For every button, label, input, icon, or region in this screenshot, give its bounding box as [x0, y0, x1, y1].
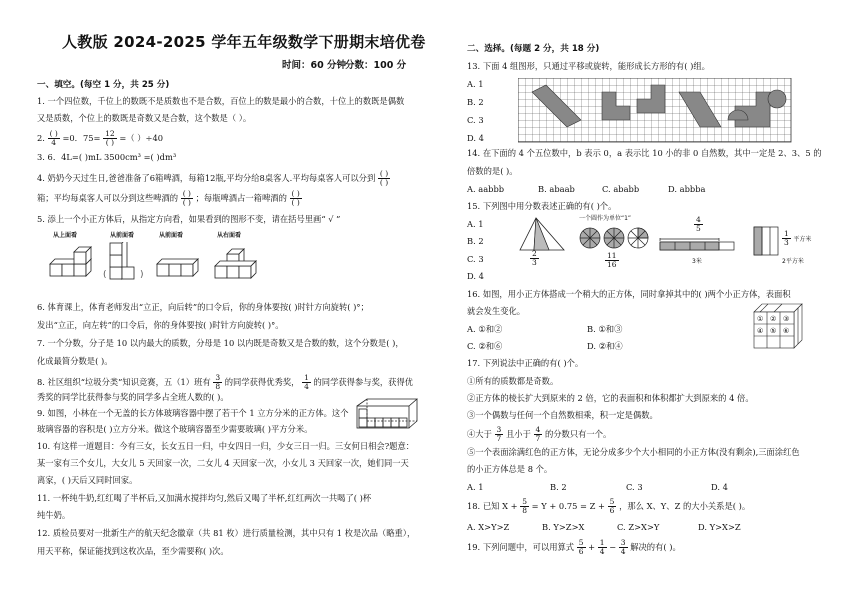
q16-option-d: D. ②和④	[587, 341, 623, 351]
q4-frac3: $\frac{( )}{( )}$	[291, 189, 300, 207]
q15-option-a: A. 1	[467, 219, 484, 229]
view-label-1: 从上面看	[53, 232, 78, 239]
q18-option-a: A. X>Y>Z	[467, 522, 510, 532]
view-label-3: 从前面看	[159, 232, 184, 239]
q3: 3. 6．4L=( )mL 3500cm³ =( )dm³	[37, 152, 177, 162]
svg-text:): )	[140, 270, 144, 280]
q7-line2: 化成最简分数是( )。	[37, 356, 113, 366]
time-label: 时间：60 分钟	[282, 60, 347, 71]
q7-line1: 7. 一个分数，分子是 10 以内最大的质数，分母是 10 以内既是奇数又是合数的数，这个分数是( )，	[37, 338, 404, 348]
q17-item-4: ④大于 $\frac{3}{7}$ 且小于 $\frac{4}{7}$ 的分数只有一个。	[467, 425, 612, 443]
q15-frac3: $\frac{4}{5}$	[696, 215, 701, 233]
q2-frac1: $\frac{( )}{4}$	[49, 129, 58, 147]
q15-frac4: $\frac{1}{3}$ 平方米	[784, 229, 812, 247]
q13-option-a: A. 1	[467, 79, 484, 89]
q18: 18. 已知 X + $\frac{5}{8}$ = Y + 0.75 = Z + $\frac{5}{6}$ ，那么 X、Y、Z 的大小关系是( )。	[467, 497, 751, 515]
q15-circles-figure	[578, 226, 652, 252]
q15-triangle-figure	[518, 216, 566, 252]
q5-cube-figures	[45, 242, 295, 290]
q14-option-d: D. abbba	[668, 184, 706, 194]
q2-mid: =0．75=	[62, 133, 101, 143]
q2-post: =（ ）÷40	[119, 133, 164, 143]
q8-line2: 秀奖的同学比获得参与奖的同学多占全班人数的( )。	[37, 392, 229, 402]
view-label-2: 从前面看	[110, 232, 135, 239]
q16-label-6: ⑥	[783, 327, 790, 335]
q15-frac1: $\frac{2}{3}$	[532, 249, 537, 267]
q17-option-a: A. 1	[467, 482, 484, 492]
q6-line1: 6. 体育课上，体育老师发出“立正，向后转”的口令后，你的身体要按( )时针方向旋转( )°；	[37, 302, 369, 312]
q17-item-3: ③一个偶数与任何一个自然数相乘，积一定是偶数。	[467, 410, 658, 420]
q16-label-4: ④	[757, 327, 764, 335]
q17-option-c: C. 3	[626, 482, 643, 492]
q16-label-2: ②	[770, 315, 777, 323]
q15-option-c: C. 3	[467, 254, 484, 264]
q18-option-b: B. Y>Z>X	[542, 522, 585, 532]
q10-line3: 离家，( )天后又同时回家。	[37, 475, 138, 485]
q16-option-c: C. ②和⑥	[467, 341, 503, 351]
q1-line1: 1. 一个四位数，千位上的数既不是质数也不是合数，百位上的数是最小的合数，十位上的数既是偶数	[37, 96, 405, 106]
q8-line1: 8. 社区组织“垃圾分类”知识竞赛，五（1）班有 $\frac{3}{8}$ 的同学获得优秀奖， $\frac{1}{4}$ 的同学获得参与奖，获得优	[37, 373, 414, 391]
q17: 17. 下列说法中正确的有( )个。	[467, 358, 584, 368]
q5: 5. 添上一个小正方体后，从指定方向看，如果看到的图形不变，请在括号里画“ √ ”	[37, 214, 341, 224]
q8-frac1: $\frac{3}{8}$	[215, 373, 221, 391]
q14-line1: 14. 在下面的 4 个五位数中，b 表示 0，a 表示比 10 小的非 0 自然数，其中一定是 2、3、5 的	[467, 148, 822, 158]
q17-option-d: D. 4	[711, 482, 728, 492]
q14-option-a: A. aabbb	[467, 184, 505, 194]
q13-grid-figures	[518, 78, 793, 144]
q17-item-5-line2: 的小正方体总是 8 个。	[467, 464, 553, 474]
q9-line2: 玻璃容器的容积是( )立方分米。做这个玻璃容器至少需要玻璃( )平方分米。	[37, 424, 313, 434]
q18-option-d: D. Y>X>Z	[698, 522, 741, 532]
q15-bar-figure	[658, 236, 738, 256]
q15-square-unit: 2平方米	[782, 258, 804, 265]
q17-option-b: B. 2	[550, 482, 567, 492]
q14-option-b: B. abaab	[538, 184, 575, 194]
q13-option-b: B. 2	[467, 97, 484, 107]
q2	[37, 130, 163, 147]
q16-option-a: A. ①和②	[467, 324, 503, 334]
q16-label-5: ⑤	[770, 327, 777, 335]
q15-circle-title: 一个圆作为单位“1”	[579, 215, 632, 222]
q16-option-b: B. ①和③	[587, 324, 623, 334]
q11-line2: 纯牛奶。	[37, 510, 71, 520]
score-label: 分数：100 分	[345, 60, 407, 71]
q14-option-c: C. ababb	[602, 184, 640, 194]
q2-frac2: $\frac{12}{( )}$	[105, 129, 115, 147]
view-label-4: 从右面看	[217, 232, 242, 239]
page-title: 人教版 2024-2025 学年五年级数学下册期末培优卷	[62, 33, 426, 51]
q13-option-d: D. 4	[467, 133, 484, 143]
svg-text:(: (	[103, 270, 107, 280]
q1-line2: 又是质数，个位上的数既是奇数又是合数，这个数是（ ）。	[37, 113, 252, 123]
q2-label: 2.	[37, 133, 45, 143]
q14-line2: 倍数的是( )。	[467, 166, 518, 176]
q15-option-b: B. 2	[467, 236, 484, 246]
q16-label-3: ③	[783, 315, 790, 323]
q15-frac2: $\frac{11}{16}$	[607, 251, 617, 269]
q9-glass-container-figure	[355, 397, 421, 431]
q4-line2: 箱；平均每桌客人可以分到这些啤酒的 $\frac{( )}{( )}$ ；每瓶啤酒占一箱啤酒的 $\frac{( )}{( )}$	[37, 189, 300, 207]
q11-line1: 11. 一杯纯牛奶,红红喝了半杯后,又加满水搅拌均匀,然后又喝了半杯,红红两次一共喝了( )杯	[37, 493, 372, 503]
q15: 15. 下列图中用分数表述正确的有( )个。	[467, 201, 617, 211]
q9-line1: 9. 如图，小林在一个无盖的长方体玻璃容器中摆了若干个 1 立方分米的正方体。这个	[37, 408, 349, 418]
q16-line2: 就会发生变化。	[467, 306, 526, 316]
q15-square-figure	[752, 225, 782, 257]
q18-option-c: C. Z>X>Y	[617, 522, 660, 532]
q10-line2: 某一家有三个女儿，大女儿 5 天回家一次，二女儿 4 天回家一次，小女儿 3 天回家一次，她们同一天	[37, 458, 409, 468]
q13-option-c: C. 3	[467, 115, 484, 125]
q6-line2: 发出“立正，向左转”的口令后，你的身体要按( )时针方向旋转( )°。	[37, 320, 284, 330]
q12-line1: 12. 质检员要对一批新生产的航天纪念徽章（共 81 枚）进行质量检测，其中只有 1 枚是次品（略重），	[37, 528, 416, 538]
q16-label-1: ①	[757, 315, 764, 323]
q8-frac2: $\frac{1}{4}$	[304, 373, 309, 391]
q4-line1: 4. 奶奶今天过生日,爸爸准备了6箱啤酒，每箱12瓶,平均分给8桌客人.平均每桌客人可以分到 $\frac{( )}{( )}$	[37, 169, 389, 187]
section-fill-heading: 一、填空。(每空 1 分，共 25 分)	[37, 80, 170, 90]
q17-item-5-line1: ⑤一个表面涂满红色的正方体，无论分成多少个大小相同的小正方体(没有剩余),三面涂红色	[467, 447, 800, 457]
q13: 13. 下面 4 组图形，只通过平移或旋转，能形成长方形的有( )组。	[467, 61, 710, 71]
q4-frac2: $\frac{( )}{( )}$	[182, 189, 191, 207]
q12-line2: 用天平称，保证能找到这枚次品，至少需要称( )次。	[37, 546, 229, 556]
q15-option-d: D. 4	[467, 271, 484, 281]
q15-bar-unit: 3米	[692, 258, 702, 265]
q4-frac1: $\frac{( )}{( )}$	[379, 169, 389, 187]
q17-item-2: ②正方体的棱长扩大到原来的 2 倍，它的表面积和体积都扩大到原来的 4 倍。	[467, 393, 754, 403]
q10-line1: 10. 有这样一道题目：今有三女，长女五日一归，中女四日一归，少女三日一归。三女何日相会?题意：	[37, 441, 415, 451]
section-choice-heading: 二、选择。(每题 2 分，共 18 分)	[467, 44, 600, 54]
q17-item-1: ①所有的质数都是奇数。	[467, 376, 559, 386]
q16-line1: 16. 如图，用小正方体搭成一个稍大的正方体，同时拿掉其中的( )两个小正方体，表面积	[467, 289, 791, 299]
q19: 19. 下列问题中，可以用算式 $\frac{5}{6}$ + $\frac{1}{4}$ − $\frac{3}{4}$ 解决的有( )。	[467, 538, 681, 556]
